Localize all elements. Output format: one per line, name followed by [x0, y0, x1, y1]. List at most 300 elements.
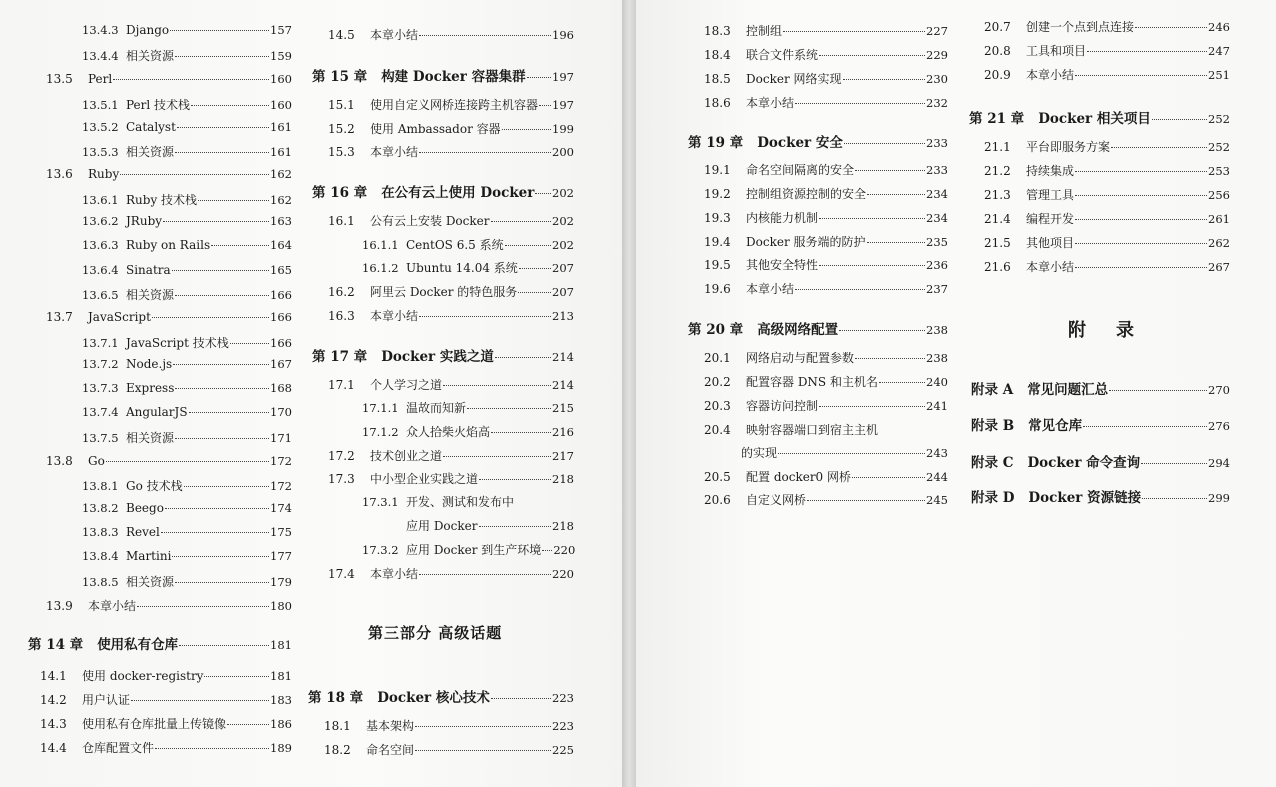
dot-leader: [1075, 171, 1207, 172]
toc-entry-title: Docker 安全: [757, 135, 843, 151]
toc-entry: [46, 597, 292, 614]
toc-entry-title: 阿里云 Docker 的特色服务: [370, 285, 518, 299]
toc-entry-number: 17.1: [328, 378, 355, 392]
toc-entry-page: 199: [552, 122, 574, 136]
dot-leader: [867, 242, 926, 243]
toc-entry: [328, 376, 574, 393]
toc-entry: [328, 470, 574, 487]
toc-entry: [362, 259, 574, 276]
toc-entry-number: 15.3: [328, 145, 355, 159]
dot-leader: [1142, 498, 1207, 499]
toc-entry-title: 常见仓库: [1028, 418, 1083, 434]
toc-entry: [704, 349, 948, 366]
toc-entry-number: 16.1.1: [362, 238, 399, 252]
toc-entry-number: 17.3: [328, 472, 355, 486]
dot-leader: [844, 143, 925, 144]
toc-entry-title: 使用 docker-registry: [82, 669, 204, 683]
dot-leader: [1152, 119, 1207, 120]
dot-leader: [819, 265, 925, 266]
toc-entry-page: 244: [926, 470, 948, 484]
toc-entry-title: 应用 Docker 到生产环境: [406, 543, 542, 557]
dot-leader: [1141, 463, 1207, 464]
toc-entry-title: Ruby: [88, 167, 120, 181]
toc-entry: [704, 94, 948, 111]
toc-entry-title: 网络启动与配置参数: [746, 351, 855, 365]
toc-entry-number: 13.5.2: [82, 120, 119, 134]
dot-leader: [491, 698, 551, 699]
toc-entry: [741, 444, 948, 461]
toc-entry: [82, 334, 292, 351]
toc-entry-title: 中小型企业实践之道: [370, 472, 479, 486]
toc-entry-page: 233: [926, 136, 948, 150]
toc-entry-title: 本章小结: [370, 28, 419, 42]
toc-entry-page: 247: [1208, 44, 1230, 58]
toc-entry-number: 13.6.1: [82, 193, 119, 207]
toc-entry-title: 配置容器 DNS 和主机名: [746, 375, 878, 389]
toc-entry-title: Docker 实践之道: [381, 349, 494, 365]
toc-entry: [328, 565, 574, 582]
toc-chapter-entry: [971, 378, 1230, 398]
toc-entry-title: JavaScript 技术栈: [126, 336, 229, 350]
toc-entry-page: 167: [270, 357, 292, 371]
toc-entry-number: 20.3: [704, 399, 731, 413]
toc-entry: [82, 263, 292, 277]
dot-leader: [161, 532, 269, 533]
toc-entry: [704, 161, 948, 178]
toc-entry: [82, 143, 292, 160]
toc-entry-title: 在公有云上使用 Docker: [381, 185, 535, 201]
toc-entry: [82, 238, 292, 252]
toc-entry: [704, 70, 948, 87]
toc-entry-number: 20.8: [984, 44, 1011, 58]
toc-entry-page: 181: [270, 638, 292, 652]
dot-leader: [795, 103, 925, 104]
toc-entry: [984, 18, 1230, 35]
toc-entry: [704, 256, 948, 273]
dot-leader: [1075, 219, 1207, 220]
toc-entry-page: 276: [1208, 419, 1230, 433]
toc-entry: [704, 421, 948, 438]
toc-entry: [704, 491, 948, 508]
toc-entry-page: 233: [926, 163, 948, 177]
toc-entry: [328, 447, 574, 464]
toc-entry-page: 238: [926, 351, 948, 365]
toc-entry-page: 223: [552, 691, 574, 705]
toc-entry-number: 附录 C: [971, 455, 1014, 471]
dot-leader: [839, 330, 925, 331]
dot-leader: [419, 152, 551, 153]
toc-entry-title: 本章小结: [88, 599, 137, 613]
dot-leader: [1111, 147, 1207, 148]
toc-entry: [82, 47, 292, 64]
dot-leader: [855, 170, 925, 171]
toc-entry: [82, 573, 292, 590]
toc-entry-title: 高级网络配置: [757, 322, 839, 338]
toc-entry: [46, 310, 292, 324]
toc-entry-page: 216: [552, 425, 574, 439]
toc-entry: [328, 212, 574, 229]
toc-entry-number: 附录 B: [971, 418, 1015, 434]
dot-leader: [211, 245, 269, 246]
toc-entry-page: 179: [270, 575, 292, 589]
toc-entry-page: 207: [552, 285, 574, 299]
dot-leader: [491, 221, 552, 222]
toc-entry-title: 工具和项目: [1026, 44, 1087, 58]
dot-leader: [505, 245, 551, 246]
toc-entry-title: 自定义网桥: [746, 493, 807, 507]
toc-entry-page: 251: [1208, 68, 1230, 82]
toc-entry-title: 仓库配置文件: [82, 741, 155, 755]
dot-leader: [807, 500, 925, 501]
toc-entry-title: 控制组资源控制的安全: [746, 187, 867, 201]
toc-entry-title: Docker 相关项目: [1038, 111, 1151, 127]
dot-leader: [175, 152, 269, 153]
toc-entry-title: 持续集成: [1026, 164, 1075, 178]
toc-entry-page: 166: [270, 288, 292, 302]
dot-leader: [778, 453, 925, 454]
toc-entry-title: Martini: [126, 549, 172, 563]
dot-leader: [131, 700, 269, 701]
toc-entry-title: JRuby: [126, 214, 163, 228]
dot-leader: [479, 479, 551, 480]
dot-leader: [172, 556, 269, 557]
toc-entry-page: 238: [926, 323, 948, 337]
toc-entry-page: 157: [270, 23, 292, 37]
toc-entry-title: Node.js: [126, 357, 173, 371]
dot-leader: [230, 343, 269, 344]
toc-entry-number: 18.1: [324, 719, 351, 733]
toc-entry-page: 230: [926, 72, 948, 86]
toc-entry: [82, 96, 292, 113]
toc-entry-number: 14.3: [40, 717, 67, 731]
toc-entry-title: 命名空间: [366, 743, 415, 757]
toc-entry: [704, 373, 948, 390]
toc-entry-page: 299: [1208, 491, 1230, 505]
toc-entry-title: Django: [126, 23, 170, 37]
dot-leader: [189, 412, 269, 413]
toc-entry-title: Express: [126, 381, 175, 395]
toc-entry: [362, 236, 574, 253]
toc-entry-number: 13.7.3: [82, 381, 119, 395]
toc-entry: [984, 138, 1230, 155]
toc-entry-title: 个人学习之道: [370, 378, 443, 392]
toc-entry-number: 21.3: [984, 188, 1011, 202]
toc-entry-title: 本章小结: [370, 309, 419, 323]
toc-entry-number: 19.6: [704, 282, 731, 296]
toc-entry-number: 第 15 章: [312, 69, 368, 85]
toc-entry: [328, 307, 574, 324]
toc-entry-page: 197: [552, 70, 574, 84]
toc-entry-page: 200: [552, 145, 574, 159]
toc-entry-title: 温故而知新: [406, 401, 467, 415]
toc-entry-number: 20.4: [704, 423, 731, 437]
toc-entry: [82, 525, 292, 539]
toc-entry-page: 162: [270, 167, 292, 181]
toc-entry-number: 16.3: [328, 309, 355, 323]
toc-entry-page: 215: [552, 401, 574, 415]
toc-entry-number: 第 18 章: [308, 690, 364, 706]
toc-entry: [984, 210, 1230, 227]
dot-leader: [163, 221, 269, 222]
dot-leader: [106, 461, 269, 462]
dot-leader: [867, 194, 925, 195]
toc-entry-title: 相关资源: [126, 431, 175, 445]
toc-entry-number: 19.4: [704, 235, 731, 249]
dot-leader: [1135, 27, 1207, 28]
toc-chapter-entry: [312, 181, 574, 201]
toc-entry-title: 本章小结: [746, 96, 795, 110]
toc-entry-title: 其他项目: [1026, 236, 1075, 250]
toc-entry: [984, 186, 1230, 203]
toc-entry-number: 13.8.4: [82, 549, 119, 563]
toc-entry-number: 19.3: [704, 211, 731, 225]
toc-entry-number: 14.5: [328, 28, 355, 42]
toc-entry-page: 234: [926, 187, 948, 201]
toc-entry-title: 技术创业之道: [370, 449, 443, 463]
toc-entry-number: 21.2: [984, 164, 1011, 178]
toc-entry-page: 161: [270, 145, 292, 159]
toc-entry: [82, 286, 292, 303]
dot-leader: [495, 357, 551, 358]
toc-entry-number: 第 17 章: [312, 349, 368, 365]
toc-entry-number: 13.9: [46, 599, 73, 613]
toc-entry-number: 20.5: [704, 470, 731, 484]
toc-entry-page: 202: [552, 214, 574, 228]
dot-leader: [783, 31, 925, 32]
dot-leader: [191, 105, 269, 106]
toc-entry-page: 236: [926, 258, 948, 272]
dot-leader: [175, 388, 269, 389]
dot-leader: [819, 218, 925, 219]
toc-entry-page: 160: [270, 98, 292, 112]
toc-entry: [324, 741, 574, 758]
toc-entry-title: 映射容器端口到宿主主机: [746, 423, 879, 437]
toc-entry-number: 18.6: [704, 96, 731, 110]
toc-entry-title: 常见问题汇总: [1027, 382, 1109, 398]
toc-entry-number: 13.5.3: [82, 145, 119, 159]
dot-leader: [1075, 75, 1207, 76]
toc-entry-page: 164: [270, 238, 292, 252]
toc-entry-number: 附录 D: [971, 490, 1015, 506]
toc-entry-number: 16.1.2: [362, 261, 399, 275]
toc-entry: [704, 46, 948, 63]
toc-entry-page: 183: [270, 693, 292, 707]
toc-entry-page: 186: [270, 717, 292, 731]
toc-chapter-entry: [688, 318, 948, 338]
dot-leader: [542, 550, 552, 551]
toc-entry-page: 168: [270, 381, 292, 395]
toc-entry-page: 196: [552, 28, 574, 42]
toc-entry-title: 使用私有仓库批量上传镜像: [82, 717, 227, 731]
toc-entry-title: 本章小结: [1026, 260, 1075, 274]
dot-leader: [415, 750, 551, 751]
toc-entry-page: 252: [1208, 112, 1230, 126]
toc-entry-title: 使用 Ambassador 容器: [370, 122, 501, 136]
toc-chapter-entry: [312, 345, 574, 365]
toc-entry-number: 13.5.1: [82, 98, 119, 112]
toc-chapter-entry: [308, 686, 574, 706]
toc-entry-page: 270: [1208, 383, 1230, 397]
toc-chapter-entry: [28, 633, 292, 653]
toc-entry: [704, 397, 948, 414]
toc-entry-number: 18.3: [704, 24, 731, 38]
toc-entry-page: 166: [270, 310, 292, 324]
dot-leader: [170, 30, 269, 31]
toc-entry: [82, 214, 292, 228]
dot-leader: [419, 316, 551, 317]
toc-entry-number: 17.3.1: [362, 495, 399, 509]
toc-entry-number: 21.1: [984, 140, 1011, 154]
toc-entry-page: 225: [552, 743, 574, 757]
toc-entry-number: 18.2: [324, 743, 351, 757]
toc-entry-number: 附录 A: [971, 382, 1014, 398]
toc-entry-page: 243: [926, 446, 948, 460]
toc-entry-title: 平台即服务方案: [1026, 140, 1111, 154]
dot-leader: [855, 358, 925, 359]
toc-entry-title: Ruby on Rails: [126, 238, 211, 252]
toc-entry-page: 218: [552, 472, 574, 486]
toc-entry-title: 内核能力机制: [746, 211, 819, 225]
toc-entry-page: 207: [552, 261, 574, 275]
toc-entry-number: 13.7.4: [82, 405, 119, 419]
toc-entry-page: 232: [926, 96, 948, 110]
toc-entry-title: Perl 技术栈: [126, 98, 191, 112]
toc-entry: [82, 120, 292, 134]
toc-entry-title: 使用自定义网桥连接跨主机容器: [370, 98, 539, 112]
toc-entry-title: Ubuntu 14.04 系统: [406, 261, 518, 275]
toc-entry-number: 20.9: [984, 68, 1011, 82]
dot-leader: [198, 200, 269, 201]
dot-leader: [539, 105, 551, 106]
toc-entry-number: 13.7.2: [82, 357, 119, 371]
toc-entry-title: 开发、测试和发布中: [406, 495, 515, 509]
dot-leader: [419, 574, 551, 575]
toc-entry-page: 227: [926, 24, 948, 38]
toc-entry-number: 15.1: [328, 98, 355, 112]
toc-entry-number: 20.7: [984, 20, 1011, 34]
dot-leader: [443, 385, 551, 386]
toc-entry-page: 261: [1208, 212, 1230, 226]
dot-leader: [173, 364, 269, 365]
toc-entry-page: 229: [926, 48, 948, 62]
dot-leader: [491, 432, 551, 433]
toc-entry-page: 161: [270, 120, 292, 134]
dot-leader: [175, 438, 269, 439]
toc-entry-title: 相关资源: [126, 288, 175, 302]
toc-chapter-entry: [969, 107, 1230, 127]
toc-entry-number: 19.2: [704, 187, 731, 201]
toc-entry-page: 197: [552, 98, 574, 112]
toc-entry: [82, 549, 292, 563]
toc-entry-title: 本章小结: [1026, 68, 1075, 82]
toc-entry-page: 234: [926, 211, 948, 225]
toc-entry-number: 13.8.2: [82, 501, 119, 515]
toc-entry-title: 用户认证: [82, 693, 131, 707]
toc-entry-page: 189: [270, 741, 292, 755]
toc-entry-number: 18.4: [704, 48, 731, 62]
dot-leader: [535, 193, 551, 194]
toc-entry-number: 14.2: [40, 693, 67, 707]
toc-entry: [362, 399, 574, 416]
toc-entry-page: 180: [270, 599, 292, 613]
toc-entry-title: CentOS 6.5 系统: [406, 238, 504, 252]
toc-entry-page: 235: [926, 235, 948, 249]
toc-entry-title: Catalyst: [126, 120, 176, 134]
toc-entry-page: 220: [552, 567, 574, 581]
toc-entry-number: 17.3.2: [362, 543, 399, 557]
dot-leader: [819, 55, 925, 56]
dot-leader: [795, 289, 925, 290]
toc-entry: [704, 280, 948, 297]
toc-entry: [362, 493, 574, 510]
toc-entry: [82, 429, 292, 446]
dot-leader: [467, 408, 551, 409]
toc-entry-page: 214: [552, 350, 574, 364]
toc-entry: [82, 501, 292, 515]
dot-leader: [1083, 426, 1207, 427]
toc-entry-title: 容器访问控制: [746, 399, 819, 413]
dot-leader: [179, 645, 269, 646]
toc-entry-number: 18.5: [704, 72, 731, 86]
book-gutter: [622, 0, 636, 787]
toc-entry-title: 本章小结: [746, 282, 795, 296]
dot-leader: [1109, 390, 1207, 391]
toc-entry-number: 13.8.5: [82, 575, 119, 589]
toc-entry-page: 170: [270, 405, 292, 419]
toc-entry-page: 220: [553, 543, 576, 557]
toc-entry-title: Go: [88, 454, 105, 468]
toc-entry-title: 公有云上安装 Docker: [370, 214, 490, 228]
toc-entry-number: 13.4.4: [82, 49, 119, 63]
toc-entry-page: 267: [1208, 260, 1230, 274]
toc-entry: [40, 739, 292, 756]
toc-entry-title: 众人拾柴火焰高: [406, 425, 491, 439]
toc-entry-number: 13.4.3: [82, 23, 119, 37]
toc-entry-page: 245: [926, 493, 948, 507]
toc-entry-page: 213: [552, 309, 574, 323]
toc-entry-number: 14.1: [40, 669, 67, 683]
dot-leader: [175, 582, 269, 583]
toc-entry-page: 294: [1208, 456, 1230, 470]
dot-leader: [172, 270, 269, 271]
toc-entry-page: 262: [1208, 236, 1230, 250]
toc-entry-page: 160: [270, 72, 292, 86]
toc-entry: [40, 691, 292, 708]
toc-chapter-entry: [971, 451, 1230, 471]
dot-leader: [518, 292, 551, 293]
toc-entry-page: 175: [270, 525, 292, 539]
toc-entry-number: 15.2: [328, 122, 355, 136]
toc-entry-number: 第 20 章: [688, 322, 744, 338]
toc-entry-number: 第 14 章: [28, 637, 84, 653]
toc-entry-title: Sinatra: [126, 263, 171, 277]
toc-entry-number: 20.2: [704, 375, 731, 389]
toc-entry-title: 其他安全特性: [746, 258, 819, 272]
dot-leader: [527, 77, 551, 78]
toc-entry: [328, 120, 574, 137]
toc-entry: [984, 66, 1230, 83]
dot-leader: [113, 79, 269, 80]
toc-entry-title: Revel: [126, 525, 160, 539]
toc-entry-title: Docker 命令查询: [1027, 455, 1141, 471]
toc-entry: [82, 191, 292, 208]
dot-leader: [852, 477, 925, 478]
toc-entry-number: 13.8: [46, 454, 73, 468]
dot-leader: [175, 56, 269, 57]
toc-entry-title: Docker 服务端的防护: [746, 235, 866, 249]
dot-leader: [137, 606, 269, 607]
toc-entry-number: 第 19 章: [688, 135, 744, 151]
